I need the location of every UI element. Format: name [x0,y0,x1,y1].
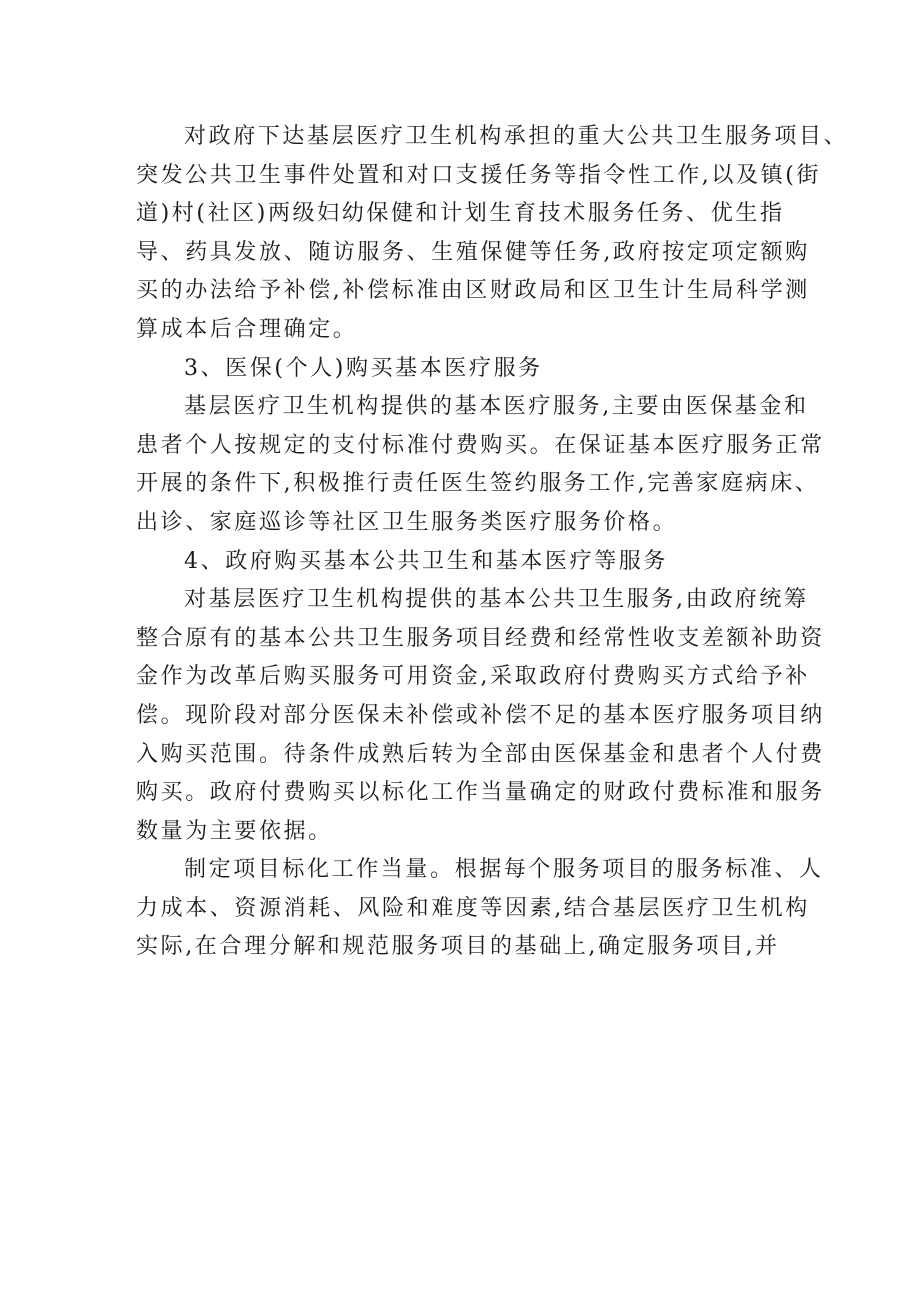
text-line: 对基层医疗卫生机构提供的基本公共卫生服务,由政府统筹 [184,587,809,613]
text-line: 开展的条件下,积极推行责任医生签约服务工作,完善家庭病床、 [136,471,820,497]
text-line: 力成本、资源消耗、风险和难度等因素,结合基层医疗卫生机构 [136,895,810,921]
text-line: 整合原有的基本公共卫生服务项目经费和经常性收支差额补助资 [136,625,825,651]
text-line: 出诊、家庭巡诊等社区卫生服务类医疗服务价格。 [136,509,678,535]
text-line: 3、医保(个人)购买基本医疗服务 [184,355,543,381]
text-line: 患者个人按规定的支付标准付费购买。在保证基本医疗服务正常 [136,432,825,458]
text-line: 偿。现阶段对部分医保未补偿或补偿不足的基本医疗服务项目纳 [136,702,825,728]
text-line: 导、药具发放、随访服务、生殖保健等任务,政府按定项定额购 [136,239,810,265]
text-line: 对政府下达基层医疗卫生机构承担的重大公共卫生服务项目、 [184,124,849,149]
text-line: 入购买范围。待条件成熟后转为全部由医保基金和患者个人付费 [136,741,825,767]
text-line: 数量为主要依据。 [136,818,333,844]
text-line: 4、政府购买基本公共卫生和基本医疗等服务 [184,548,668,574]
text-line: 金作为改革后购买服务可用资金,采取政府付费购买方式给予补 [136,664,810,690]
text-line: 算成本后合理确定。 [136,316,358,342]
text-line: 突发公共卫生事件处置和对口支援任务等指令性工作,以及镇(街 [136,162,821,188]
text-line: 实际,在合理分解和规范服务项目的基础上,确定服务项目,并 [136,934,780,960]
document-body [136,118,849,967]
text-line: 购买。政府付费购买以标化工作当量确定的财政付费标准和服务 [136,780,825,806]
text-line: 道)村(社区)两级妇幼保健和计划生育技术服务任务、优生指 [136,201,785,227]
text-line: 基层医疗卫生机构提供的基本医疗服务,主要由医保基金和 [184,394,809,420]
text-line: 制定项目标化工作当量。根据每个服务项目的服务标准、人 [184,857,824,883]
text-line: 买的办法给予补偿,补偿标准由区财政局和区卫生计生局科学测 [136,278,810,304]
